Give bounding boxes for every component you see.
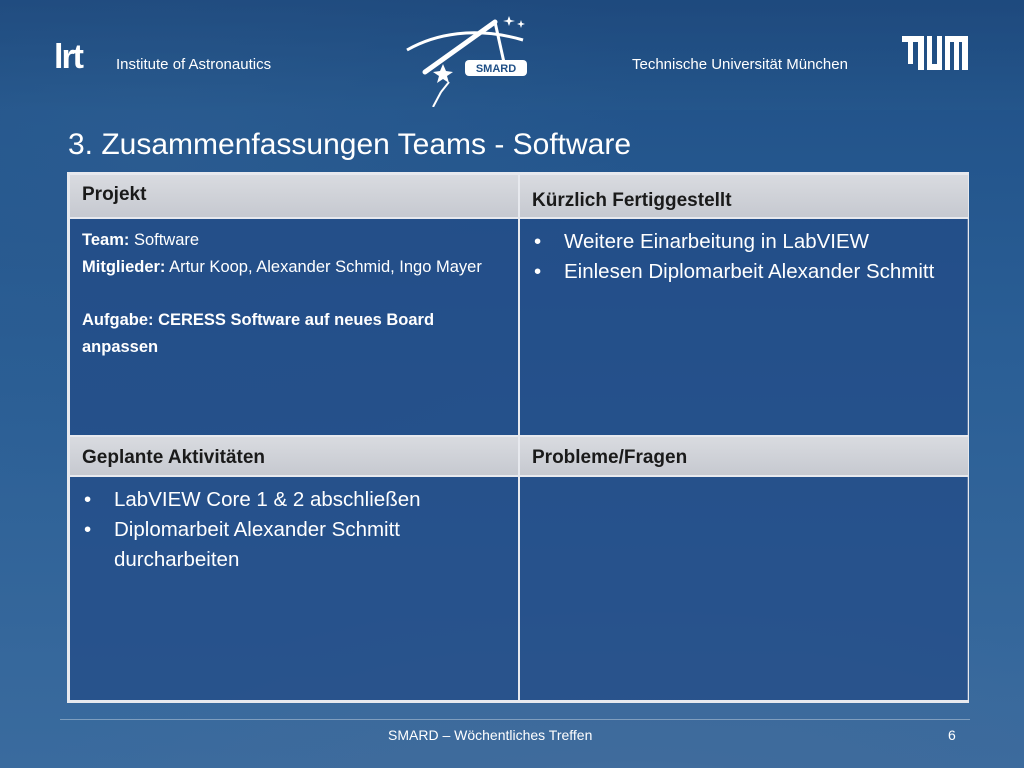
team-line [82,227,506,254]
lrt-logo: lrt [54,38,82,76]
project-info [70,219,518,369]
problems-cell [519,476,969,701]
header-probleme-fragen: Probleme/Fragen [519,436,969,476]
planned-item: • Diplomarbeit Alexander Schmitt durcharbeiten [82,515,508,575]
university-name: Technische Universität München [632,56,848,73]
header-kuerzlich-fertiggestellt: Kürzlich Fertiggestellt [519,174,969,218]
team-label: Team: [82,231,130,249]
members-value: Artur Koop, Alexander Schmid, Ingo Mayer [165,258,482,276]
summary-table [67,172,969,703]
slide-title: 3. Zusammenfassungen Teams - Software [68,128,632,161]
tum-logo [902,36,968,70]
planned-list [70,477,518,575]
members-label: Mitglieder: [82,258,166,276]
planned-item: • LabVIEW Core 1 & 2 abschließen [82,485,508,515]
header-projekt: Projekt [69,174,519,218]
page-number: 6 [948,727,956,743]
members-line [82,254,506,281]
task-line: Aufgabe: CERESS Software auf neues Board anpassen [82,311,435,356]
footer-divider [60,719,970,720]
recent-item: • Weitere Einarbeitung in LabVIEW [532,227,958,257]
team-value: Software [129,231,200,249]
planned-cell [69,476,519,701]
footer-text: SMARD – Wöchentliches Treffen [388,727,593,743]
project-info-cell [69,218,519,436]
recent-list [520,219,968,287]
recent-cell [519,218,969,436]
slide-header [0,0,1024,110]
smard-logo [405,12,535,107]
institute-name: Institute of Astronautics [116,56,272,73]
recent-item: • Einlesen Diplomarbeit Alexander Schmitt [532,257,958,287]
header-geplante-aktivitaeten: Geplante Aktivitäten [69,436,519,476]
smard-logo-text: SMARD [475,63,517,75]
